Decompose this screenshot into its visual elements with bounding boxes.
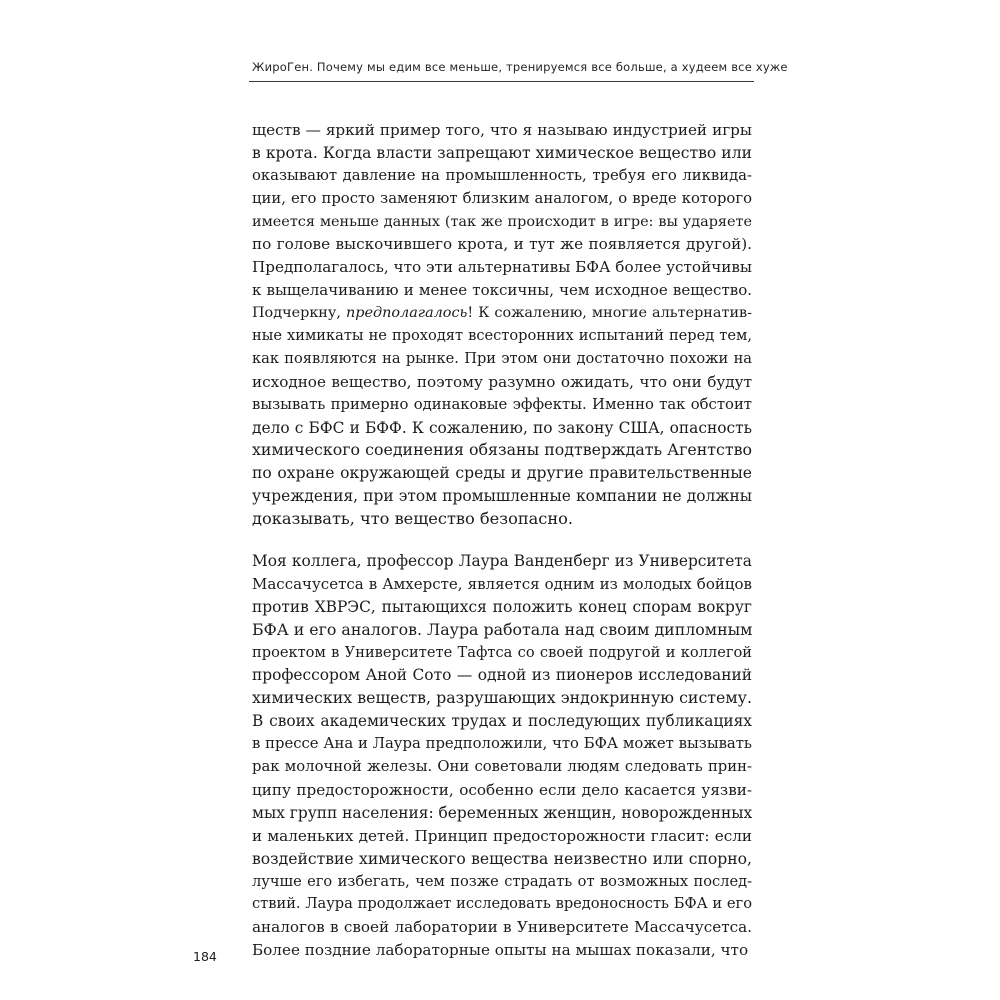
text-line: В своих академических трудах и последующих публикациях [252, 712, 752, 731]
text-segment: Подчеркну, [252, 305, 346, 322]
text-line [252, 302, 752, 325]
body-text [252, 119, 752, 962]
text-line: в крота. Когда власти запрещают химическое вещество или [252, 143, 752, 162]
text-line: Более поздние лабораторные опыты на мышах показали, что [252, 941, 749, 960]
text-line: учреждения, при этом промышленные компании не должны [252, 487, 752, 506]
text-line: против ХВРЭС, пытающихся положить конец спорам вокруг [252, 597, 752, 616]
text-line: и маленьких детей. Принцип предосторожности гласит: если [252, 826, 752, 845]
text-line: по голове выскочившего крота, и тут же появляется другой). [252, 235, 752, 254]
text-line: дело с БФС и БФФ. К сожалению, по закону США, опасность [252, 418, 752, 437]
header-rule [249, 81, 754, 82]
paragraph-spacer [252, 531, 752, 550]
text-line: оказывают давление на промышленность, требуя его ликвида- [252, 166, 752, 184]
text-line: ществ — яркий пример того, что я называю индустрией игры [252, 121, 752, 139]
text-line: доказывать, что вещество безопасно. [252, 509, 573, 529]
paragraph-1 [252, 119, 752, 531]
text-line: ные химикаты не проходят всесторонних испытаний перед тем, [252, 327, 752, 345]
text-line: как появляются на рынке. При этом они достаточно похожи на [252, 349, 752, 367]
text-line: по охране окружающей среды и другие правительственные [252, 464, 752, 483]
text-line: воздействие химического вещества неизвестно или спорно, [252, 849, 752, 868]
text-line: ции, его просто заменяют близким аналогом, о вреде которого [252, 189, 752, 207]
text-line: имеется меньше данных (так же происходит в игре: вы ударяете [252, 213, 752, 230]
text-line: профессором Аной Сото — одной из пионеров исследований [252, 666, 752, 685]
text-line: проектом в Университете Тафтса со своей подругой и коллегой [252, 643, 752, 661]
page-number: 184 [193, 949, 217, 964]
text-line: БФА и его аналогов. Лаура работала над своим дипломным [252, 619, 753, 639]
text-line: Предполагалось, что эти альтернативы БФА более устойчивы [252, 258, 752, 277]
text-line: ципу предосторожности, особенно если дело касается уязви- [252, 780, 752, 799]
text-line: исходное вещество, поэтому разумно ожидать, что они будут [252, 372, 752, 391]
text-line: химического соединения обязаны подтверждать Агентство [252, 440, 752, 460]
text-line: к выщелачиванию и менее токсичны, чем исходное вещество. [252, 281, 752, 300]
text-line: в прессе Ана и Лаура предположили, что БФА может вызывать [252, 735, 752, 753]
text-line: Моя коллега, профессор Лаура Ванденберг из Университета [252, 552, 752, 571]
text-line: вызывать примерно одинаковые эффекты. Именно так обстоит [252, 395, 752, 413]
text-line: химических веществ, разрушающих эндокринную систему. [252, 688, 752, 708]
text-line: ствий. Лаура продолжает исследовать вредоносность БФА и его [252, 895, 752, 913]
text-line: лучше его избегать, чем позже страдать от возможных послед- [252, 872, 752, 890]
paragraph-2 [252, 550, 752, 962]
running-head: ЖироГен. Почему мы едим все меньше, тренируемся все больше, а худеем все хуже [252, 60, 788, 74]
text-line: Массачусетса в Амхерсте, является одним из молодых бойцов [252, 574, 752, 593]
text-segment: ! К сожалению, многие альтернатив- [467, 305, 752, 322]
text-line: мых групп населения: беременных женщин, новорожденных [252, 803, 753, 822]
text-line: аналогов в своей лаборатории в Университете Массачусетса. [252, 918, 752, 937]
text-line: рак молочной железы. Они советовали людям следовать прин- [252, 758, 752, 776]
emphasized-word: предполагалось [346, 305, 468, 322]
